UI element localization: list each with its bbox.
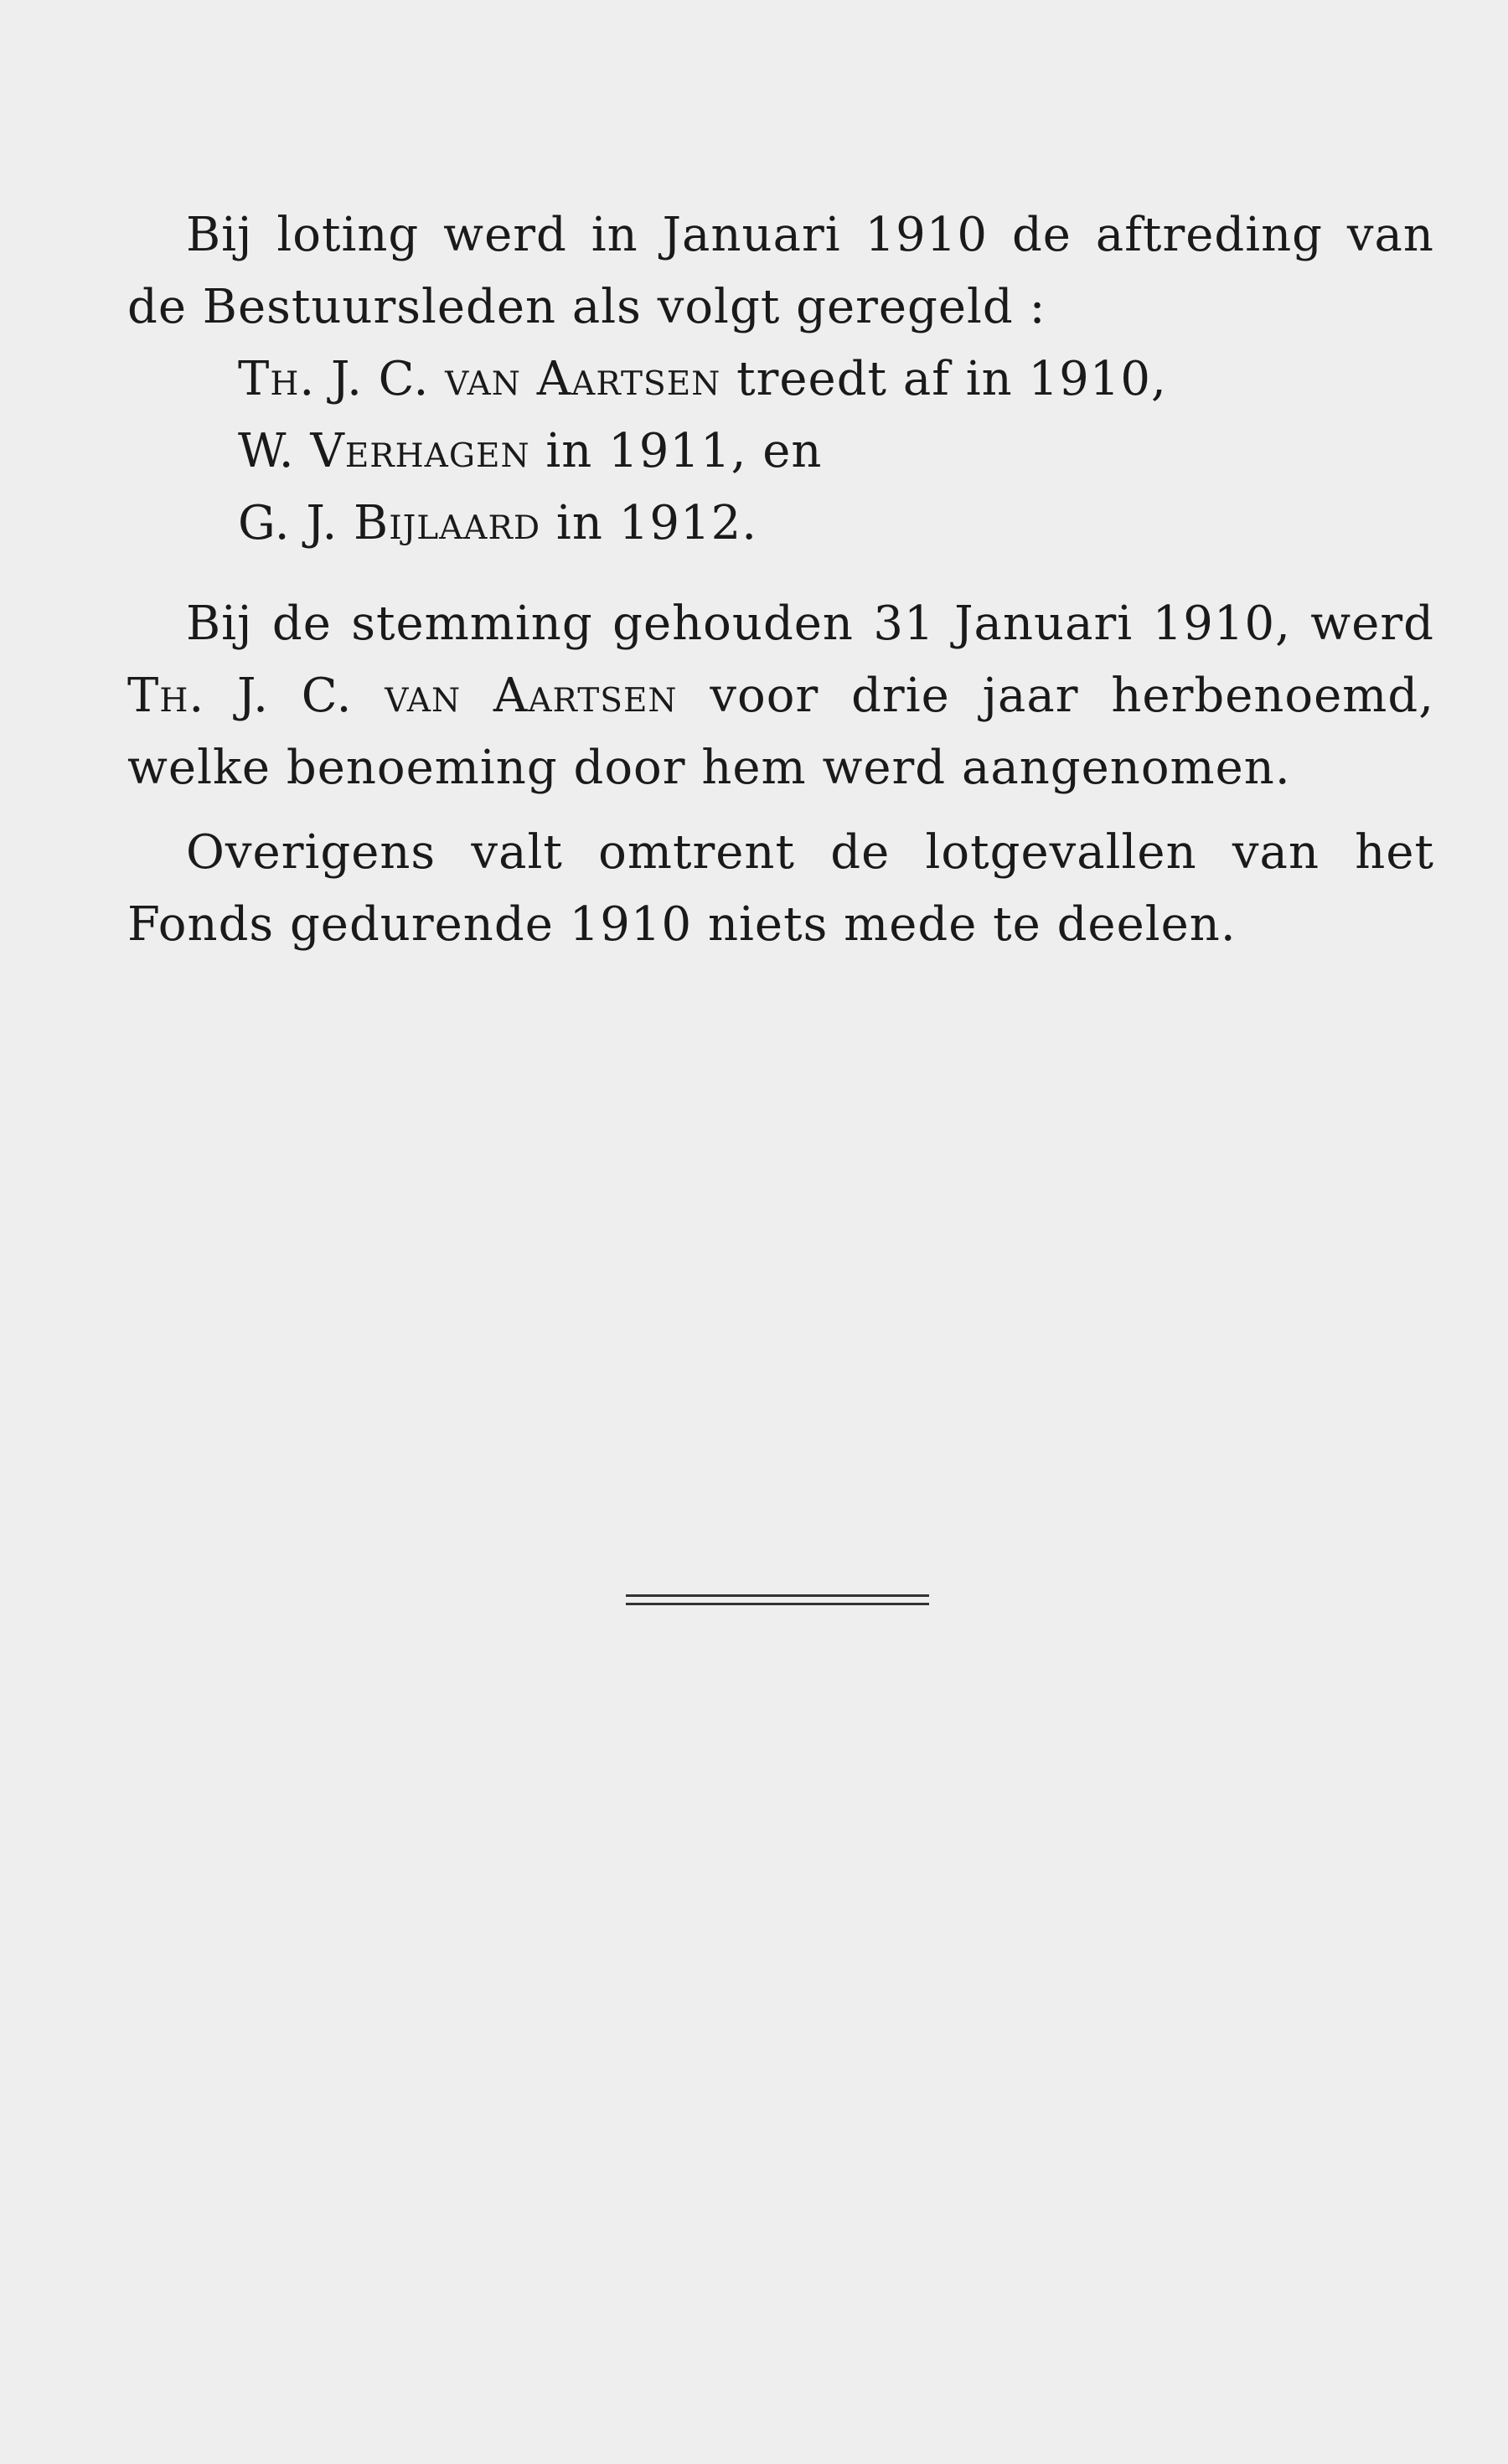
section-divider-bottom — [626, 1603, 929, 1605]
member-name: Th. J. C. van Aartsen — [238, 352, 721, 406]
vote-intro: Bij de stemming gehouden 31 Januari 1910, werd — [186, 597, 1434, 651]
member-list — [127, 344, 1434, 560]
member-detail: in 1912. — [540, 496, 758, 550]
paragraph-closing — [127, 817, 1434, 961]
member-detail: treedt af in 1910, — [720, 352, 1167, 406]
member-line — [127, 488, 1434, 560]
member-detail: in 1911, en — [529, 424, 823, 478]
member-line — [127, 416, 1434, 488]
reappointed-name: Th. J. C. van Aartsen — [127, 669, 678, 723]
paragraph-text: Overigens valt omtrent de lotgevallen van het Fonds gedurende 1910 niets mede te deelen. — [127, 825, 1434, 952]
paragraph-vote — [127, 588, 1434, 804]
member-name: G. J. Bijlaard — [238, 496, 541, 550]
vote-outcome: voor drie jaar herbenoemd, welke benoeming door hem werd aangenomen. — [127, 669, 1434, 795]
member-name: W. Verhagen — [238, 424, 530, 478]
paragraph-text — [127, 588, 1434, 804]
section-divider-top — [626, 1594, 929, 1597]
member-line — [127, 344, 1434, 416]
paragraph-text: Bij loting werd in Januari 1910 de aftreding van de Bestuursleden als volgt geregeld : — [127, 208, 1434, 334]
paragraph-retirement — [127, 199, 1434, 344]
